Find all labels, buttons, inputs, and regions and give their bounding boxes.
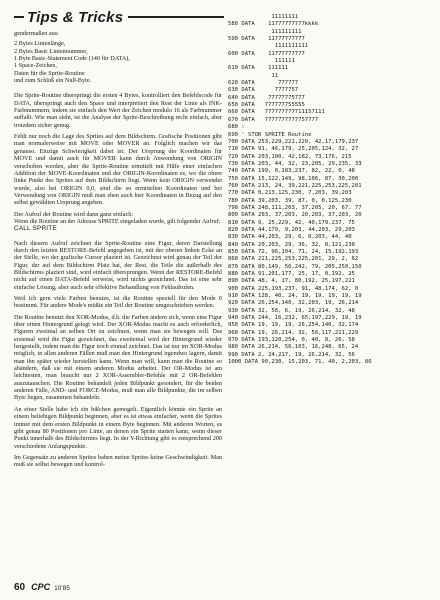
listing-line: 880 DATA 91,201,177, 25, 17, 0,192, 25 — [228, 271, 355, 278]
listing-line: 930 DATA 32, 56, 6, 19, 26,214, 32, 48 — [228, 307, 355, 314]
listing-line: 630 DATA 7777757 — [228, 87, 299, 94]
intro-line: gendermaßen aus: — [14, 30, 59, 37]
listing-line: 780 DATA 39,203, 39, 87, 0, 0,125,230 — [228, 197, 352, 204]
listing-line: 850 DATA 72, 96,104, 71, 24, 15,192,193 — [228, 249, 359, 255]
listing-line: 900 DATA 225,193,237, 91, 48,174, 62, 0 — [228, 285, 359, 292]
article-column — [14, 30, 222, 578]
page-number: 60 — [14, 582, 26, 593]
listing-line: 970 DATA 193,120,254, 0, 40, 8, 26, 58 — [228, 337, 355, 344]
listing-line: 800 DATA 203, 37,203, 20,203, 37,203, 20 — [228, 212, 362, 219]
listing-line: 990 DATA 2, 24,217, 19, 26,214, 32, 56 — [228, 351, 355, 358]
body-paragraph: An einer Stelle habe ich ein bißchen gemogelt. Eigentlich könnte ein Sprite an einem beliebigen Bildpunkt beginnen, aber es ist etwas einfacher, wenn die Sprites immer mit dem ersten Bildpunkt in einem Byte beginnen. Mit anderen Worten, es gibt genau 80 Positionen pro Linie, an denen ein Sprite starten kann, wenn dieser Punkt innerhalb des Bildschirmes liegt. In der Y-Richtung gibt es entsprechend 200 verschiedene Anfangspunkte. — [14, 405, 222, 450]
call-block — [14, 211, 222, 233]
listing-line: 11111111 — [228, 14, 299, 20]
listing-line: 710 DATA 91, 46,179, 25,205,124, 32, 27 — [228, 146, 359, 153]
listing-line: 960 DATA 19, 26,214, 32, 56,117,221,229 — [228, 329, 359, 336]
format-list-item: 1 Space-Zeichen, — [14, 62, 57, 70]
listing-line: 111111 — [228, 58, 295, 65]
format-list-item: 1 Byte Basic-Statement Code (140 für DATA), — [14, 55, 130, 63]
basic-listing — [228, 14, 432, 580]
listing-line: 610 DATA 111111 — [228, 65, 289, 72]
listing-line: 660 DATA 777777777711157111 — [228, 109, 325, 116]
listing-line: 790 DATA 248,111,203, 37,205, 20, 67, 77 — [228, 204, 362, 211]
listing-line: 750 DATA 15,122,149, 98,106, 87, 30,200 — [228, 175, 359, 182]
listing-line: 11 — [228, 72, 279, 79]
body-paragraph: Weil ich gern viele Farben benutze, ist die Routine speziell für den Mode 0 bestimmt. Für andere Mode's müßte ein Teil der Routine umgeschrieben werden. — [14, 295, 222, 310]
listing-line: 870 DATA 80,149, 56,242, 79, 205,250,150 — [228, 263, 362, 270]
call-code: CALL SPRITE — [14, 225, 57, 233]
listing-line: 700 DATA 253,229,221,229, 42,17,179,237 — [228, 138, 359, 145]
listing-line: 640 DATA 77777775777 — [228, 94, 305, 101]
listing-line: 1000 DATA 90,230, 15,203, 71, 40, 2,203, 86 — [228, 359, 372, 366]
listing-line: 720 DATA 203,100, 42,182, 73,176, 215 — [228, 153, 352, 160]
listing-line: 590 DATA 11777777777 — [228, 36, 305, 43]
body-paragraph: Im Gegensatz zu anderen Sprites haben meine Sprites keine Geschwindigkeit. Man muß sie selbst bewegen und kontrol- — [14, 453, 222, 469]
listing-line: 600 DATA 11777777777 — [228, 50, 305, 57]
listing-line: 740 DATA 199, 0,183,237, 82, 22, 0, 48 — [228, 168, 355, 175]
listing-line: 111111111 — [228, 28, 302, 35]
listing-line: 860 DATA 221,225,253,225,201, 29, 2, 62 — [228, 256, 359, 263]
listing-line: 770 DATA 0,213,125,230, 7,203, 39,203 — [228, 190, 352, 197]
section-header — [14, 6, 224, 28]
listing-line: 580 DATA 11777777777kkkk — [228, 21, 319, 28]
header-rule-left — [14, 16, 24, 18]
listing-line: 980 DATA 26,214, 56,103, 16,248, 65, 24 — [228, 344, 359, 351]
header-rule-right — [128, 16, 224, 18]
listing-line: 830 DATA 44,203, 29, 6, 0,203, 44, 40 — [228, 234, 352, 241]
listing-line: 1111111111 — [228, 43, 309, 50]
listing-line: 620 DATA 777777 — [228, 80, 299, 87]
listing-line: 670 DATA 7777777777757777 — [228, 116, 319, 123]
issue-date: 10'85 — [54, 585, 70, 592]
format-list-item: 2 Bytes Linienlänge, — [14, 40, 66, 48]
listing-line: 760 DATA 213, 24, 39,221,225,253,225,201 — [228, 182, 362, 189]
call-intro-line: Der Aufruf der Routine wird dann ganz einfach: — [14, 210, 134, 218]
body-paragraph: Die Routine benutzt den XOR-Modus, d.h. die Farben ändern sich, wenn eine Figur über einen Hintergrund gelegt wird. Der XOR-Modus macht es auch erforderlich, Figuren zweimal an selben Ort zu zeichnen, wenn man sie bewegen will. Das erstemal wird die Figur gezeichnet, das zweitemal wird der Hintergrund wieder hergestellt, indem man die Figur noch einmal zeichnet. Das ist nur im XOR-Modus möglich, in allen anderen Fällen muß man den Hintergrund irgendwo lagern, damit man ihn später wieder herstellen kann. Wenn man will, kann man die Routine so abändern, daß sie mit einem anderen Modus arbeitet. Der OR-Modus ist am leichtesten, man braucht nur 2 XOR-Assembler-Befehle mit 2 OR-Befehlen auszutauschen. Die Routine behandelt jeden Bildpunkt gesondert, für die beiden anderen Fälle, AND- und FORCE-Modus, muß man alle Bildpunkte, die im selben Byte liegen, zusammen behandeln. — [14, 313, 222, 402]
body-paragraph: Die Sprite-Routine überspringt die ersten 4 Bytes, kontrolliert den Befehlscode für DATA, überspringt auch den Space und interpretiert den Rest der Linie als INK-Farbnummern, indem sie einfach den Wert der Zeichen modulo 16 als Farbnummer auffaßt. Wie man sieht, ist die Analyse der Sprite-Beschreibung recht einfach, aber trotzdem sicher genug. — [14, 92, 222, 129]
body-paragraph: Fehlt nur noch die Lage des Sprites auf dem Bildschirm. Grafische Positionen gibt man normalerweise mit MOVE oder MOVER an. Folglich machen wir das genauso. Einzige Schwierigkeit dabei ist: Der Ursprung der Koordinaten für MOVE und damit auch für MOVER kann durch Anwendung von ORIGIN verschoben werden, aber die Sprite-Routine ermittelt mit Hilfe einer einfachen Addition der MOVE-Koordinaten und der ORIGIN-Koordinaten es, wo die obere linke Punkt des Sprites auf dem Bildschirm liegt. Wenn kein ORIGIN verwendet wurde, also bei ORIGIN 0,0, sind die so ermittelten Koordinaten und bei Verwendung von ORIGIN muß man eben auch hier Koordinaten in Bezug auf den selbst gewählten Ursprung angeben. — [14, 133, 222, 207]
listing-line: 690 ' STOR SPRITE Routine — [228, 131, 312, 138]
magazine-logo: CPC — [31, 582, 51, 592]
body-paragraph: Nach diesem Aufruf zeichnet die Sprite-Routine eine Figur, deren Darstellung durch den letzten RESTORE-Befehl angegeben ist, mit der oberen linken Ecke an der Stelle, wo der grafische Cursor plaziert ist. Gezeichnet wird genau der Teil der Figur, der auf dem Bildschirm Platz hat, der Rest, die Teile die außerhalb des Bildschirms plaziert sind, wird einfach übersprungen. Wenn der RESTORE-Befehl nicht auf einen DATA-Befehl verweist, wird nichts gezeichnet. Das ist eine sehr einfache Lösung, aber auch sehr effektive Behandlung von Fehlaufrufen. — [14, 239, 222, 291]
listing-line: 840 DATA 20,203, 29, 36, 32, 8,121,230 — [228, 241, 355, 248]
listing-line: 650 DATA 777777755555 — [228, 102, 305, 109]
call-intro-line: Wenn die Routine an der Adresse SPRITE eingeladen wurde, gilt folgender Aufruf: — [14, 217, 221, 225]
section-title: Tips & Tricks — [27, 8, 124, 26]
listing-line: 950 DATA 19, 19, 19, 26,254,140, 32,174 — [228, 322, 359, 329]
format-list-item: und zum Schluß ein Null-Byte. — [14, 77, 92, 85]
listing-line: 910 DATA 128, 40, 24, 19, 19, 19, 19, 19 — [228, 293, 362, 300]
listing-line: 730 DATA 203, 44, 32, 23,205, 29,235, 33 — [228, 160, 362, 167]
listing-line: 920 DATA 26,254,140, 32,203, 19, 26,214 — [228, 300, 359, 307]
listing-line: 810 DATA 9, 25,229, 42, 40,179,237, 75 — [228, 219, 355, 226]
format-list-item: 2 Bytes Basic Liniennummer, — [14, 47, 88, 55]
listing-line: 680 : — [228, 124, 245, 131]
listing-line: 820 DATA 44,179, 9,203, 44,203, 29,203 — [228, 226, 355, 233]
listing-line: 890 DATA 48, 4, 17, 80,192, 25,197,221 — [228, 278, 355, 285]
listing-line: 940 DATA 244, 16,232, 65,197,229, 19, 19 — [228, 315, 362, 322]
intro-block — [14, 30, 222, 84]
page-footer — [14, 582, 214, 596]
format-list-item: Daten für die Sprite-Routine — [14, 69, 85, 77]
